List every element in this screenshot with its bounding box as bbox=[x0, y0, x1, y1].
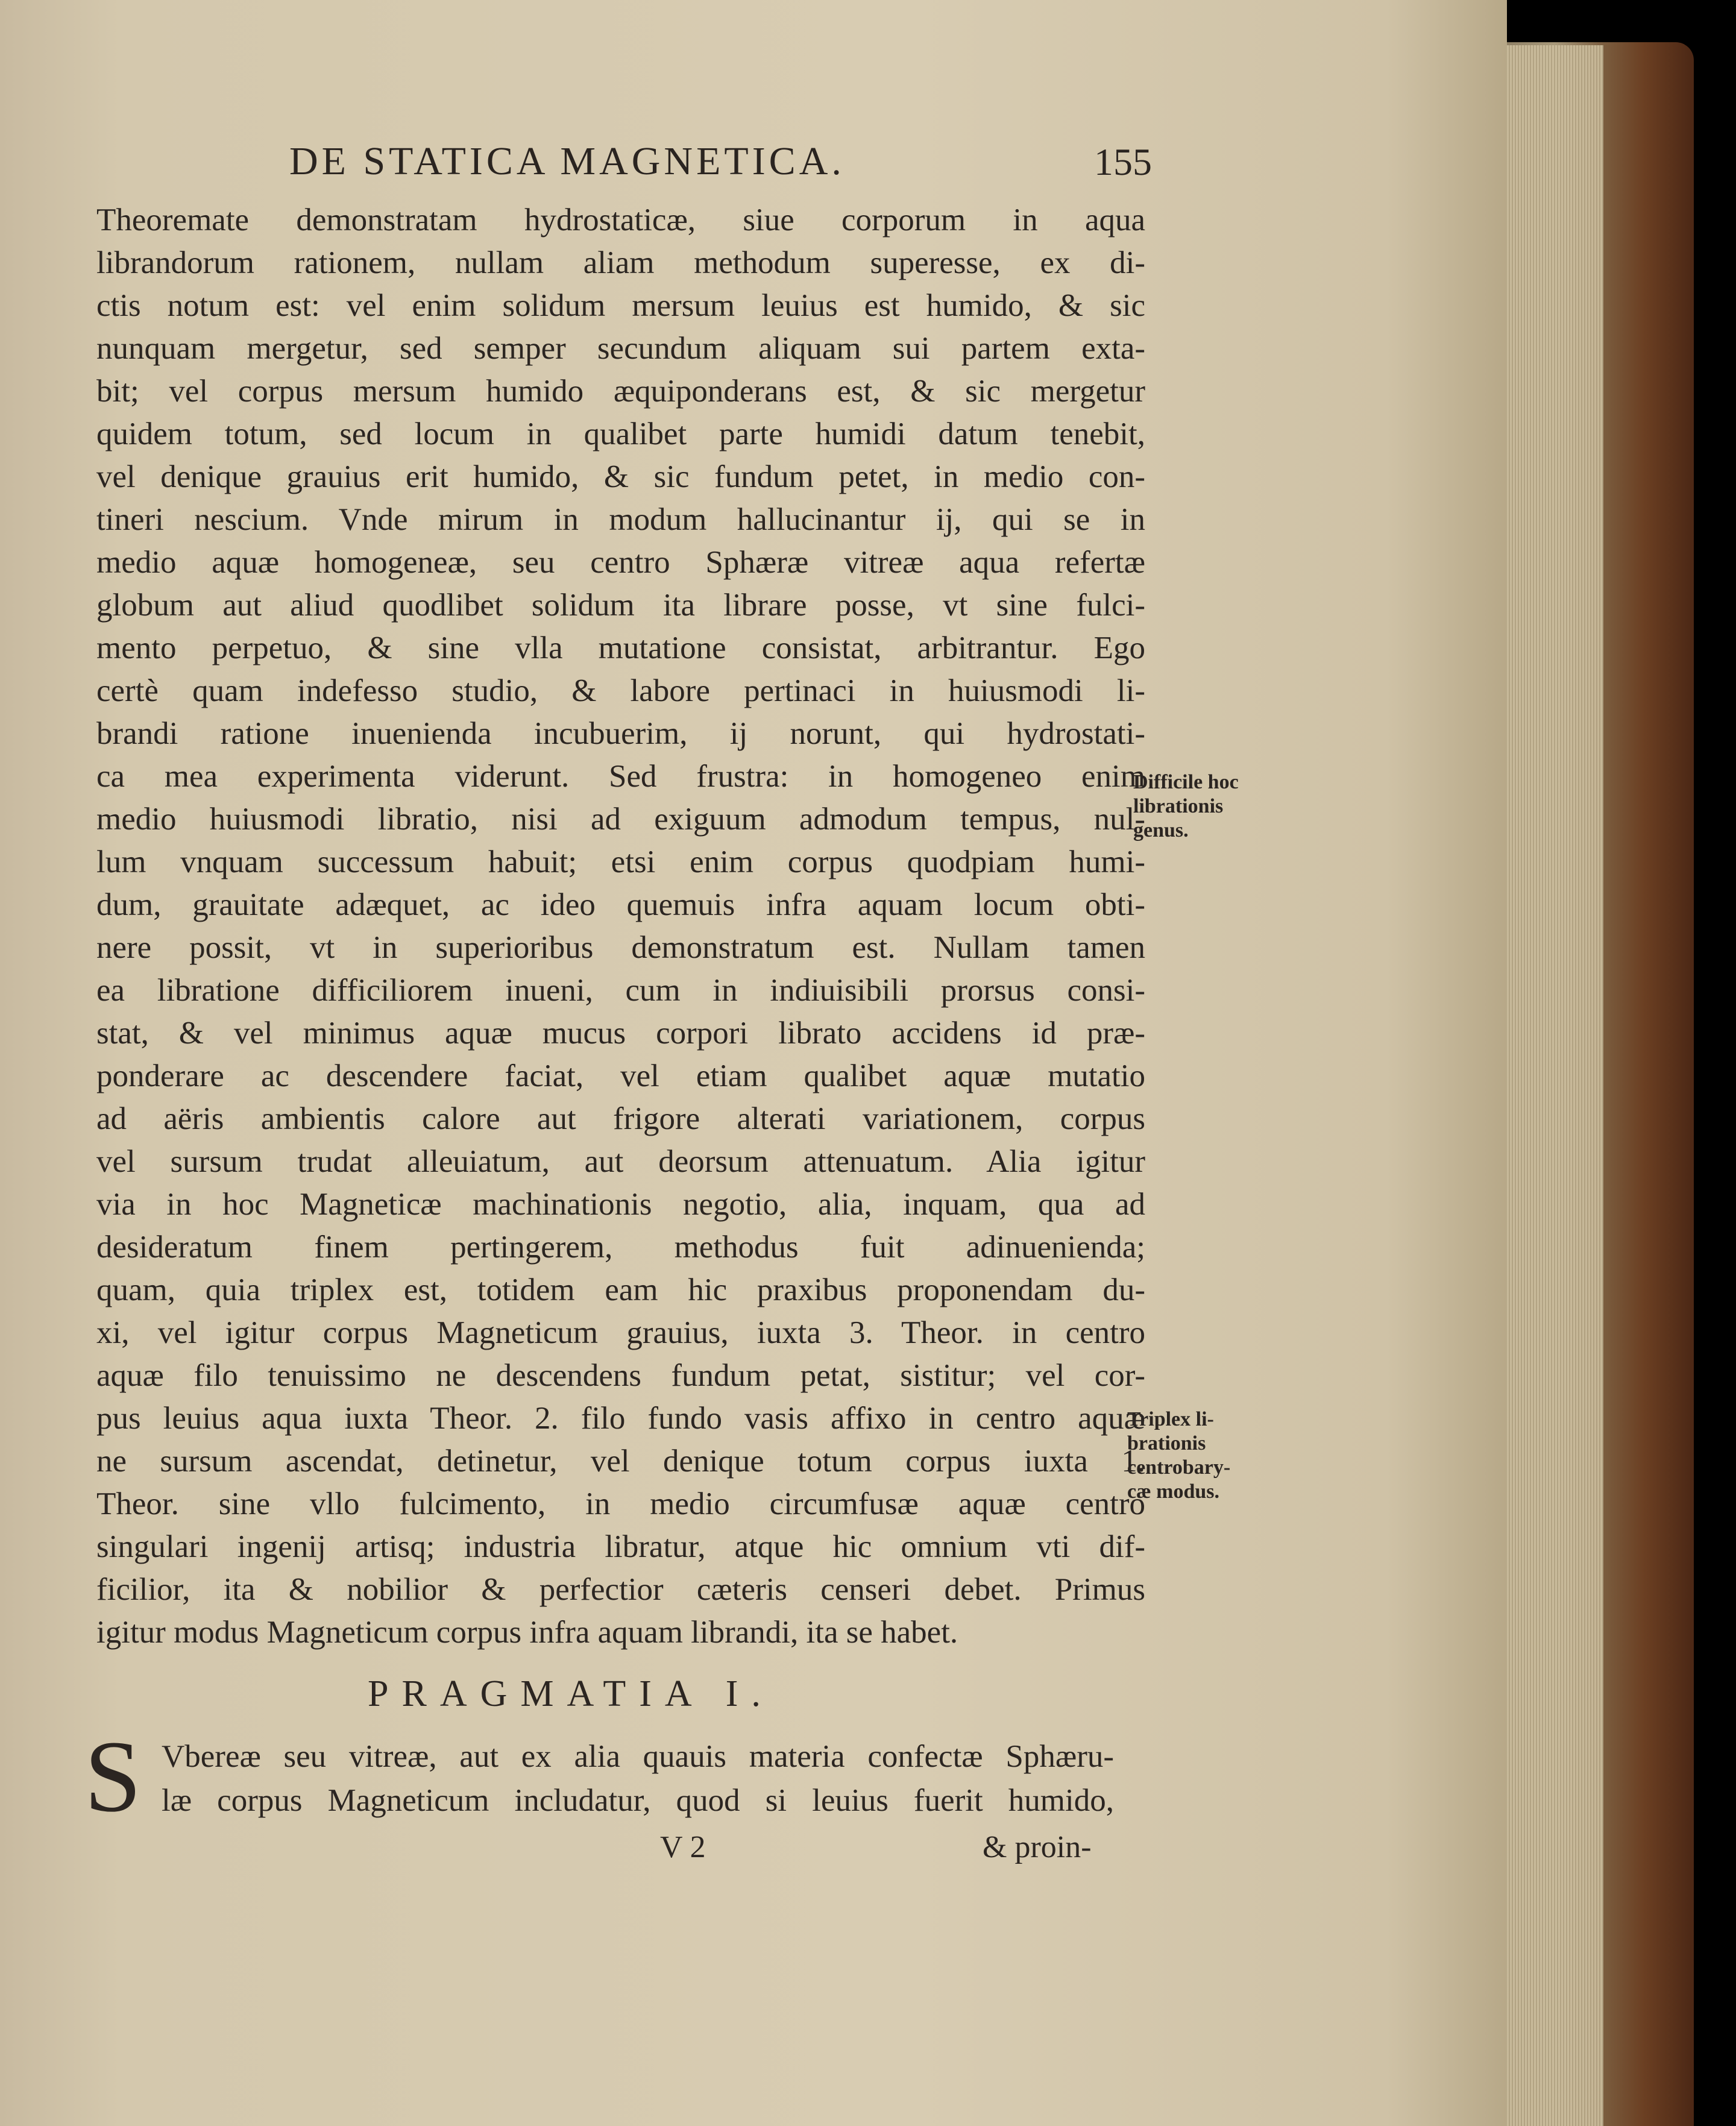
margin-note-line: Triplex li- bbox=[1127, 1408, 1214, 1430]
page-number: 155 bbox=[1094, 140, 1152, 183]
text-line: xi, vel igitur corpus Magneticum grauius, iuxta 3. Theor. in centro bbox=[96, 1315, 1145, 1350]
text-line: Theoremate demonstratam hydrostaticæ, siue corporum in aqua bbox=[96, 203, 1145, 237]
text-line: igitur modus Magneticum corpus infra aquam librandi, ita se habet. bbox=[96, 1615, 958, 1650]
text-line: via in hoc Magneticæ machinationis negotio, alia, inquam, qua ad bbox=[96, 1187, 1145, 1222]
signature-mark: V 2 bbox=[660, 1830, 706, 1864]
text-line: ca mea experimenta viderunt. Sed frustra: in homogeneo enim bbox=[96, 759, 1145, 794]
text-line: brandi ratione inuenienda incubuerim, ij norunt, qui hydrostati- bbox=[96, 716, 1145, 751]
running-title: DE STATICA MAGNETICA. bbox=[289, 139, 845, 183]
text-line: quidem totum, sed locum in qualibet parte humidi datum tenebit, bbox=[96, 417, 1145, 451]
text-line: lum vnquam successum habuit; etsi enim corpus quodpiam humi- bbox=[96, 844, 1145, 879]
text-line: nere possit, vt in superioribus demonstratum est. Nullam tamen bbox=[96, 930, 1145, 965]
text-line: bit; vel corpus mersum humido æquiponderans est, & sic mergetur bbox=[96, 374, 1145, 409]
margin-note-line: Difficile hoc bbox=[1133, 771, 1239, 793]
text-line: ne sursum ascendat, detinetur, vel denique totum corpus iuxta 1. bbox=[96, 1444, 1145, 1479]
text-line: tineri nescium. Vnde mirum in modum hallucinantur ij, qui se in bbox=[96, 502, 1145, 537]
section-heading: PRAGMATIA I. bbox=[368, 1673, 774, 1714]
section-paragraph bbox=[162, 1735, 1114, 1823]
drop-cap-initial: S bbox=[84, 1720, 142, 1833]
text-line: vel sursum trudat alleuiatum, aut deorsum attenuatum. Alia igitur bbox=[96, 1144, 1145, 1179]
text-line: aquæ filo tenuissimo ne descendens fundum petat, sistitur; vel cor- bbox=[96, 1358, 1145, 1393]
margin-note-line: centrobary- bbox=[1127, 1456, 1231, 1479]
text-line: desideratum finem pertingerem, methodus fuit adinuenienda; bbox=[96, 1230, 1145, 1265]
margin-note-line: librationis bbox=[1133, 795, 1224, 817]
text-line: medio huiusmodi libratio, nisi ad exiguum admodum tempus, nul- bbox=[96, 802, 1145, 837]
text-line: certè quam indefesso studio, & labore pertinaci in huiusmodi li- bbox=[96, 673, 1145, 708]
margin-note-difficile bbox=[1133, 770, 1239, 843]
text-line: Theor. sine vllo fulcimento, in medio circumfusæ aquæ centro bbox=[96, 1486, 1145, 1521]
text-line: Vbereæ seu vitreæ, aut ex alia quauis materia confectæ Sphæru- bbox=[162, 1739, 1114, 1774]
text-line: dum, grauitate adæquet, ac ideo quemuis infra aquam locum obti- bbox=[96, 887, 1145, 922]
text-line: ponderare ac descendere faciat, vel etiam qualibet aquæ mutatio bbox=[96, 1058, 1145, 1093]
text-line: singulari ingenij artisq; industria libratur, atque hic omnium vti dif- bbox=[96, 1529, 1145, 1564]
text-line: ea libratione difficiliorem inueni, cum in indiuisibili prorsus consi- bbox=[96, 973, 1145, 1008]
margin-note-line: genus. bbox=[1133, 819, 1189, 841]
catchword: & proin- bbox=[983, 1830, 1092, 1864]
text-line: quam, quia triplex est, totidem eam hic praxibus proponendam du- bbox=[96, 1272, 1145, 1307]
margin-note-line: cæ modus. bbox=[1127, 1480, 1220, 1503]
main-paragraph bbox=[96, 199, 1145, 1654]
text-line: ctis notum est: vel enim solidum mersum leuius est humido, & sic bbox=[96, 288, 1145, 323]
text-line: stat, & vel minimus aquæ mucus corpori librato accidens id præ- bbox=[96, 1016, 1145, 1051]
text-line: mento perpetuo, & sine vlla mutatione consistat, arbitrantur. Ego bbox=[96, 631, 1145, 665]
text-line: librandorum rationem, nullam aliam methodum superesse, ex di- bbox=[96, 245, 1145, 280]
margin-note-triplex bbox=[1127, 1407, 1230, 1504]
text-line: medio aquæ homogeneæ, seu centro Sphæræ vitreæ aqua refertæ bbox=[96, 545, 1145, 580]
margin-note-line: brationis bbox=[1127, 1432, 1206, 1455]
text-line: ad aëris ambientis calore aut frigore alterati variationem, corpus bbox=[96, 1101, 1145, 1136]
text-line: pus leuius aqua iuxta Theor. 2. filo fundo vasis affixo in centro aquæ bbox=[96, 1401, 1145, 1436]
text-line: ficilior, ita & nobilior & perfectior cæteris censeri debet. Primus bbox=[96, 1572, 1145, 1607]
text-line: læ corpus Magneticum includatur, quod si leuius fuerit humido, bbox=[162, 1783, 1114, 1818]
text-line: nunquam mergetur, sed semper secundum aliquam sui partem exta- bbox=[96, 331, 1145, 366]
text-line: vel denique grauius erit humido, & sic fundum petet, in medio con- bbox=[96, 459, 1145, 494]
text-line: globum aut aliud quodlibet solidum ita librare posse, vt sine fulci- bbox=[96, 588, 1145, 623]
